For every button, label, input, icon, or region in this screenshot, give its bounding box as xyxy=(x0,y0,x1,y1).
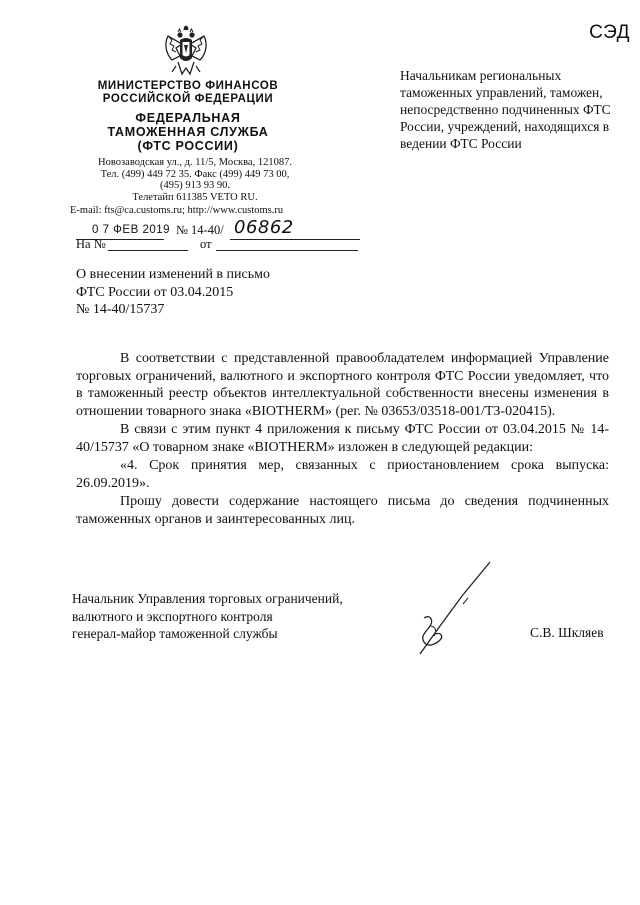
reference-date-label: от xyxy=(200,237,212,251)
registration-date: 0 7 ФЕВ 2019 xyxy=(92,224,171,236)
coat-of-arms-emblem xyxy=(160,22,212,78)
signatory-name: С.В. Шкляев xyxy=(530,625,604,640)
signatory-position-line-1: Начальник Управления торговых ограничений, xyxy=(72,591,343,606)
body-paragraph-3: «4. Срок принятия мер, связанных с приостановлением срока выпуска: 26.09.2019». xyxy=(76,458,609,491)
subject-line-3: № 14-40/15737 xyxy=(76,302,165,317)
signatory-position xyxy=(72,590,402,643)
sed-stamp: СЭД xyxy=(589,22,630,43)
registration-number-handwritten: 06862 xyxy=(234,217,294,238)
body-paragraph-2: В связи с этим пункт 4 приложения к письму ФТС России от 03.04.2015 № 14-40/15737 «О товарном знаке «BIOTHERM» изложен в следующей редакции: xyxy=(76,422,609,455)
letter-subject xyxy=(76,266,270,319)
subject-line-1: О внесении изменений в письмо xyxy=(76,267,270,282)
contact-phone: Тел. (499) 449 72 35. Факс (499) 449 73 00, xyxy=(100,168,290,180)
contact-teletype: Телетайп 611385 VETO RU. xyxy=(132,191,258,203)
reference-number-underline xyxy=(108,250,188,251)
reference-number-label: На № xyxy=(76,237,106,251)
reference-date-underline xyxy=(216,250,358,251)
contact-phone-2: (495) 913 93 90. xyxy=(160,180,230,191)
letter-body xyxy=(76,350,609,528)
ministry-line-1: МИНИСТЕРСТВО ФИНАНСОВ xyxy=(97,80,279,92)
handwritten-signature xyxy=(400,556,510,661)
service-name xyxy=(72,111,304,153)
registration-number-label: № 14-40/ xyxy=(176,223,224,237)
signatory-position-line-3: генерал-майор таможенной службы xyxy=(72,626,278,641)
signatory-position-line-2: валютного и экспортного контроля xyxy=(72,608,273,624)
service-line-1: ФЕДЕРАЛЬНАЯ xyxy=(135,111,241,125)
service-line-3: (ФТС РОССИИ) xyxy=(137,139,239,153)
body-paragraph-4: Прошу довести содержание настоящего письма до сведения подчиненных таможенных органов и заинтересованных лиц. xyxy=(76,494,609,527)
service-line-2: ТАМОЖЕННАЯ СЛУЖБА xyxy=(107,125,269,139)
contact-details xyxy=(70,157,320,203)
subject-line-2: ФТС России от 03.04.2015 xyxy=(76,284,234,300)
ministry-name xyxy=(72,80,304,106)
recipient-block: Начальникам региональных таможенных управлений, таможен, непосредственно подчиненных ФТС России, учреждений, находящихся в ведении ФТС России xyxy=(400,68,611,151)
body-paragraph-1: В соответствии с представленной правообладателем информацией Управление торговых ограничений, валютного и экспортного контроля ФТС России уведомляет, что в таможенный реестр объектов интеллектуальной собственности внесены изменения в отношении товарного знака «BIOTHERM» (рег. № 03653/03518-001/ТЗ-020415). xyxy=(76,351,609,419)
reference-row xyxy=(76,237,366,255)
contact-address: Новозаводская ул., д. 11/5, Москва, 121087. xyxy=(98,157,292,168)
contact-email-web: E-mail: fts@ca.customs.ru; http://www.customs.ru xyxy=(70,205,284,216)
ministry-line-2: РОССИЙСКОЙ ФЕДЕРАЦИИ xyxy=(102,93,274,105)
